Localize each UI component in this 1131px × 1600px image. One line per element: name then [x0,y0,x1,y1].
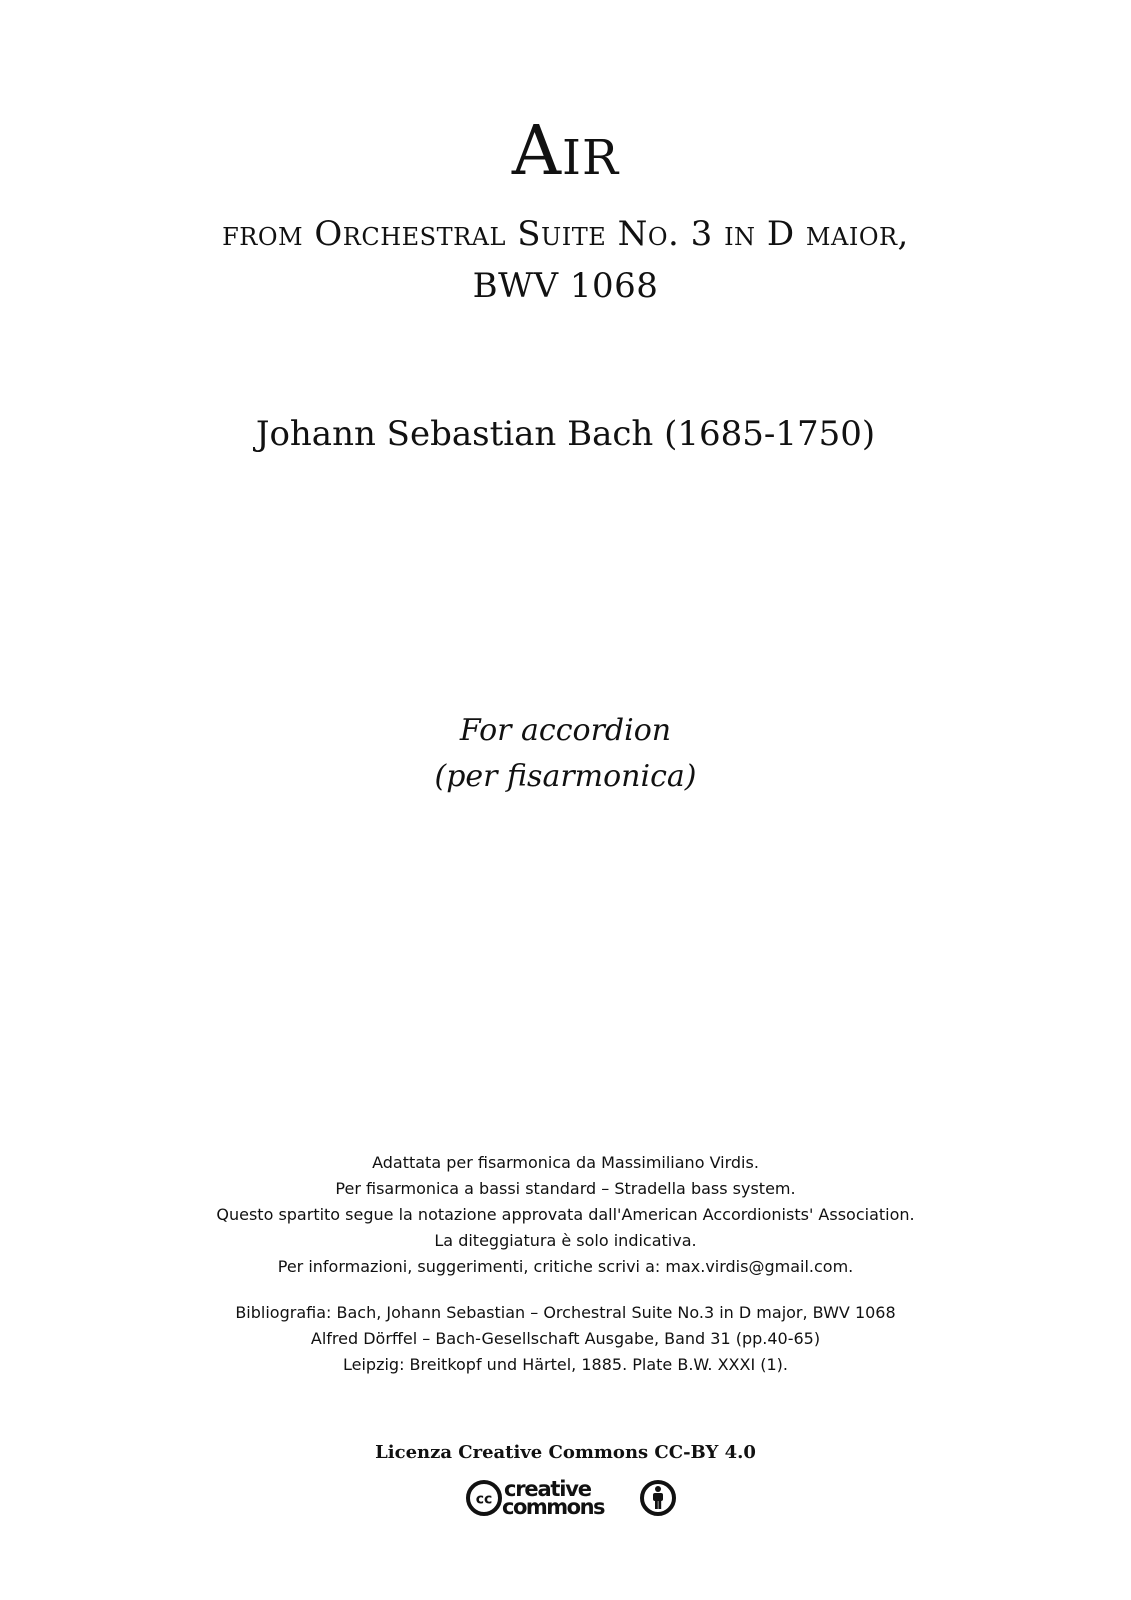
cc-icon [468,1482,500,1514]
note-line: Per informazioni, suggerimenti, critiche scrivi a: max.virdis@gmail.com. [277,1257,854,1276]
note-line: Adattata per fisarmonica da Massimiliano Virdis. [372,1153,759,1172]
attribution-icon [642,1482,674,1514]
bibliography-line: Alfred Dörffel – Bach-Gesellschaft Ausgabe, Band 31 (pp.40-65) [310,1329,821,1348]
note-line: La diteggiatura è solo indicativa. [434,1231,697,1250]
creative-commons-logo [464,1476,684,1520]
instrument [0,708,1131,800]
license-text: Licenza Creative Commons CC-BY 4.0 [375,1442,756,1463]
note-line: Questo spartito segue la notazione approvata dall'American Accordionists' Association. [216,1205,915,1224]
bibliography-line: Bibliografia: Bach, Johann Sebastian – Orchestral Suite No.3 in D major, BWV 1068 [235,1303,896,1322]
subtitle-line-2: BWV 1068 [472,266,659,306]
arrangement-notes [0,1150,1131,1280]
cc-wordmark-bottom: commons [502,1495,605,1519]
page-title: Air [511,112,620,191]
subtitle [0,208,1131,312]
cc-wordmark-top: creative [504,1477,591,1501]
note-line: Per fisarmonica a bassi standard – Stradella bass system. [335,1179,796,1198]
composer: Johann Sebastian Bach (1685-1750) [255,414,876,454]
subtitle-line-1: from Orchestral Suite No. 3 in D maior, [222,214,909,254]
cc-badge-text: cc [475,1491,493,1508]
instrument-line-2: (per fisarmonica) [434,759,697,794]
bibliography [0,1300,1131,1378]
bibliography-line: Leipzig: Breitkopf und Härtel, 1885. Plate B.W. XXXI (1). [343,1355,788,1374]
instrument-line-1: For accordion [459,713,672,748]
